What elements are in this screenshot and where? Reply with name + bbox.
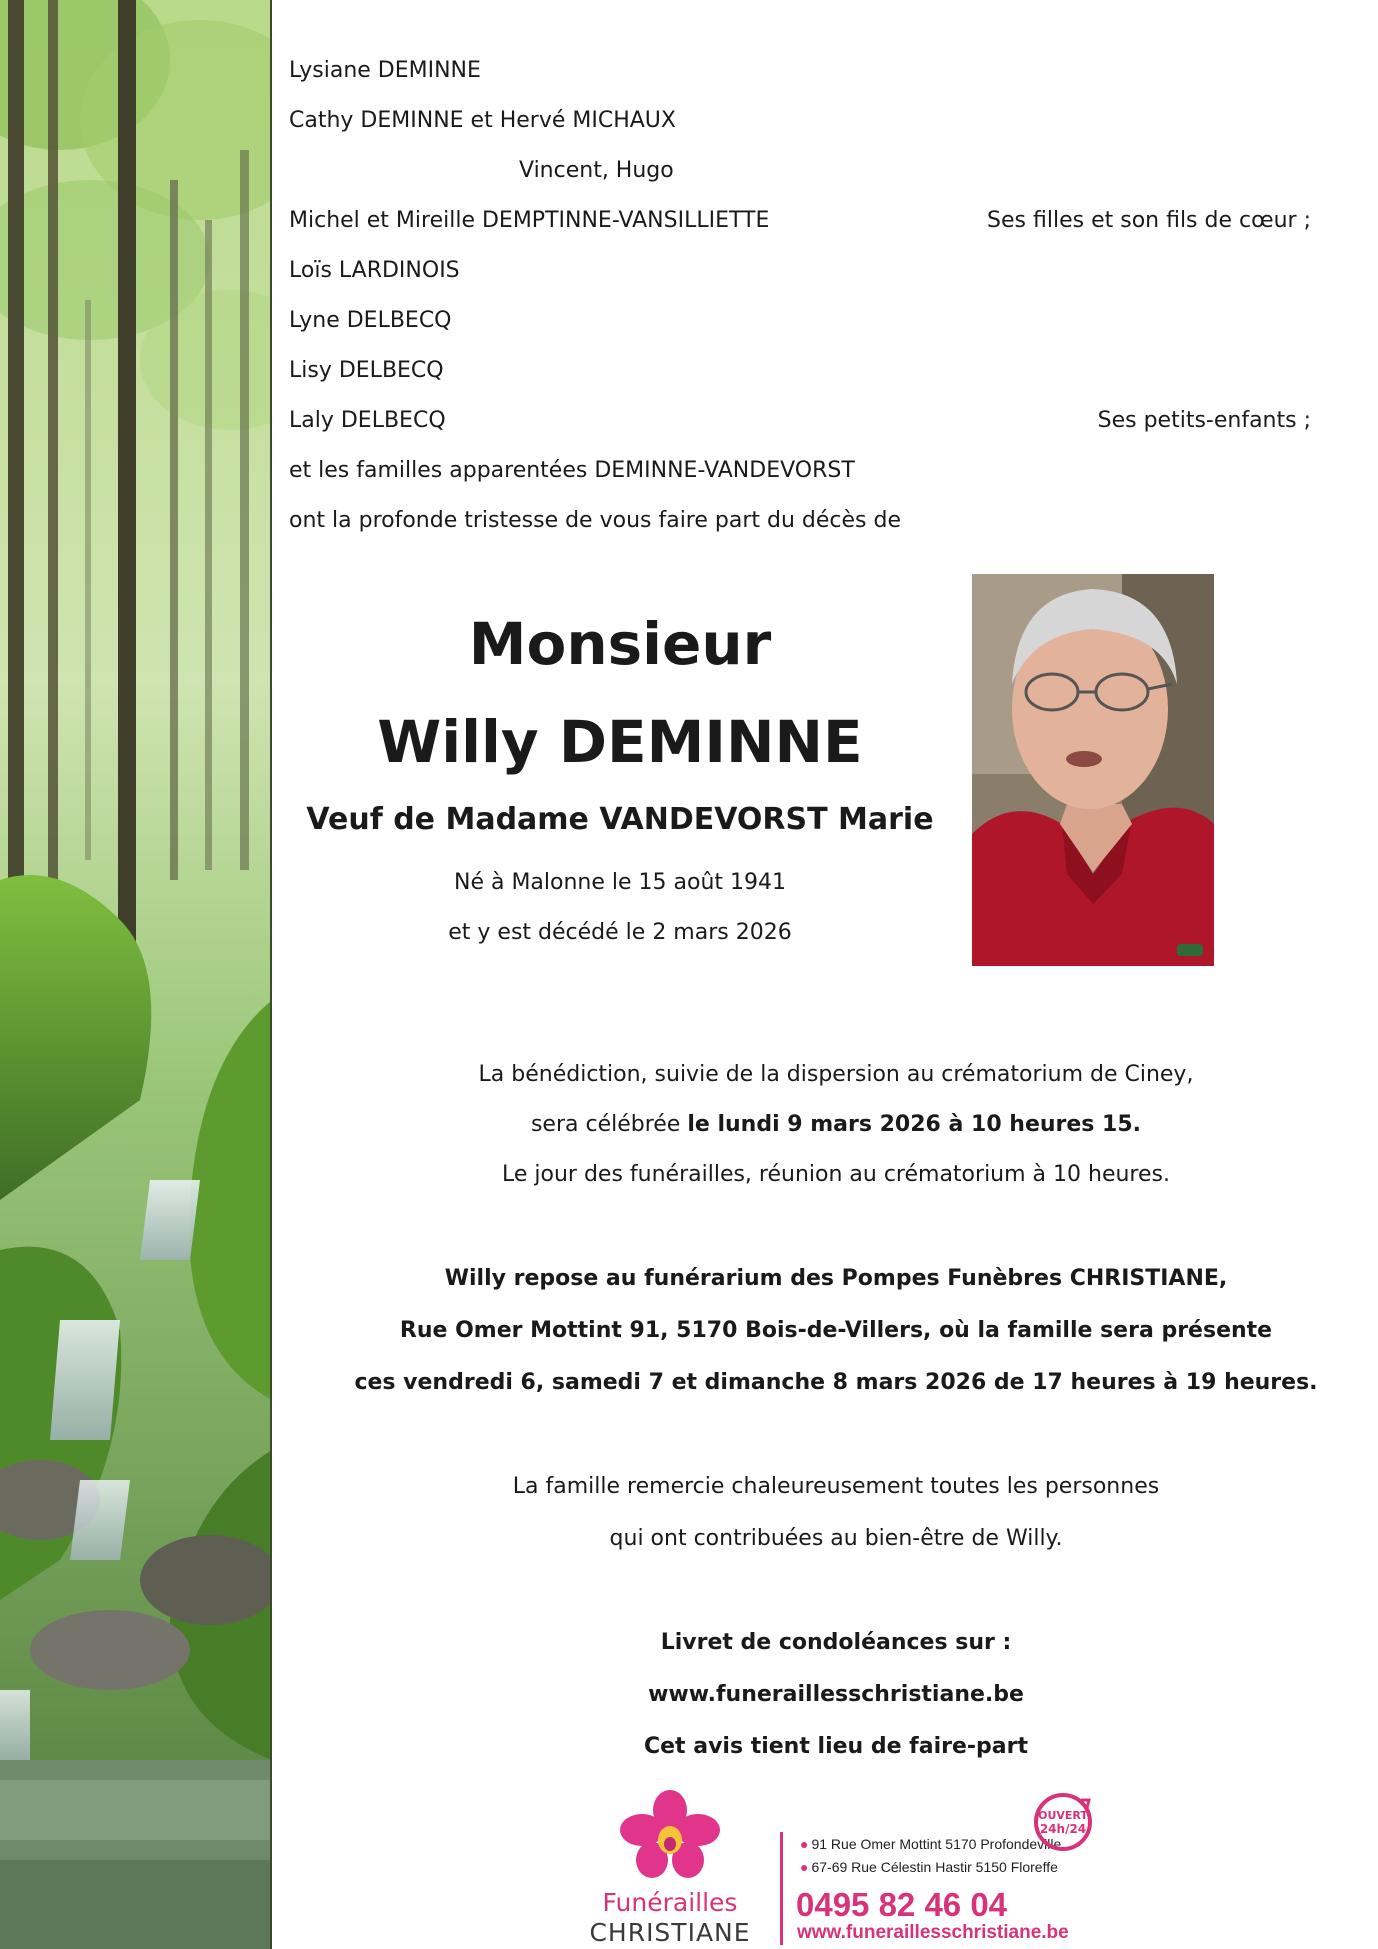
forest-waterfall-image (0, 0, 272, 1949)
birth-line: Né à Malonne le 15 août 1941 (453, 870, 787, 895)
location-pin-icon: ● (800, 1859, 809, 1875)
footer-website-link[interactable]: www.funeraillesschristiane.be (797, 1922, 1069, 1943)
civility-title: Monsieur (468, 610, 772, 678)
thanks-line: qui ont contribuées au bien-être de Willy. (609, 1526, 1063, 1551)
phone-number[interactable]: 0495 82 46 04 (796, 1886, 1008, 1923)
deceased-name: Willy DEMINNE (377, 708, 863, 776)
ceremony-date: le lundi 9 mars 2026 à 10 heures 15. (687, 1112, 1142, 1137)
family-member-line: Loïs LARDINOIS (289, 258, 460, 283)
location-pin-icon: ● (800, 1836, 809, 1852)
visitation-line: Willy repose au funérarium des Pompes Funèbres CHRISTIANE, (444, 1266, 1228, 1291)
family-member-line: Michel et Mireille DEMPTINNE-VANSILLIETTE (289, 208, 770, 233)
ceremony-prefix: sera célébrée (530, 1112, 688, 1137)
family-member-line: Vincent, Hugo (519, 158, 674, 183)
death-line: et y est décédé le 2 mars 2026 (448, 920, 792, 945)
announcement-line: ont la profonde tristesse de vous faire part du décès de (289, 508, 901, 533)
open-24h-badge-icon (1031, 1790, 1095, 1854)
ceremony-meeting-line: Le jour des funérailles, réunion au crématorium à 10 heures. (502, 1162, 1170, 1187)
condolences-url[interactable]: www.funeraillesschristiane.be (648, 1682, 1024, 1707)
badge-text-1: OUVERT (1038, 1809, 1088, 1822)
visitation-address: Rue Omer Mottint 91, 5170 Bois-de-Villers, où la famille sera présente (399, 1318, 1273, 1343)
family-member-line: et les familles apparentées DEMINNE-VANDEVORST (289, 458, 855, 483)
address-line-2 (800, 1859, 1058, 1875)
faire-part-note: Cet avis tient lieu de faire-part (643, 1734, 1028, 1759)
contact-divider (780, 1832, 783, 1945)
portrait-photo (972, 574, 1214, 966)
family-member-line: Lyne DELBECQ (289, 308, 452, 333)
family-member-line: Laly DELBECQ (289, 408, 446, 433)
visitation-times: ces vendredi 6, samedi 7 et dimanche 8 mars 2026 de 17 heures à 19 heures. (354, 1370, 1318, 1395)
family-member-line: Cathy DEMINNE et Hervé MICHAUX (289, 108, 676, 133)
thanks-line: La famille remercie chaleureusement toutes les personnes (512, 1474, 1160, 1499)
condolences-label: Livret de condoléances sur : (660, 1630, 1012, 1655)
role-children: Ses filles et son fils de cœur ; (987, 208, 1311, 233)
brand-name-top: Funérailles (602, 1888, 738, 1917)
family-member-line: Lysiane DEMINNE (289, 58, 481, 83)
badge-text-2: 24h/24 (1039, 1822, 1087, 1836)
ceremony-line: La bénédiction, suivie de la dispersion au crématorium de Ciney, (478, 1062, 1194, 1087)
brand-name-bottom: CHRISTIANE (589, 1918, 751, 1947)
family-member-line: Lisy DELBECQ (289, 358, 444, 383)
address-1-text: 91 Rue Omer Mottint 5170 Profondeville (811, 1836, 1062, 1852)
widower-line: Veuf de Madame VANDEVORST Marie (306, 802, 934, 837)
role-grandchildren: Ses petits-enfants ; (1097, 408, 1311, 433)
ceremony-date-line (300, 1112, 1372, 1137)
address-line-1 (800, 1836, 1061, 1852)
orchid-logo-icon (620, 1790, 720, 1882)
address-2-text: 67-69 Rue Célestin Hastir 5150 Floreffe (811, 1859, 1058, 1875)
